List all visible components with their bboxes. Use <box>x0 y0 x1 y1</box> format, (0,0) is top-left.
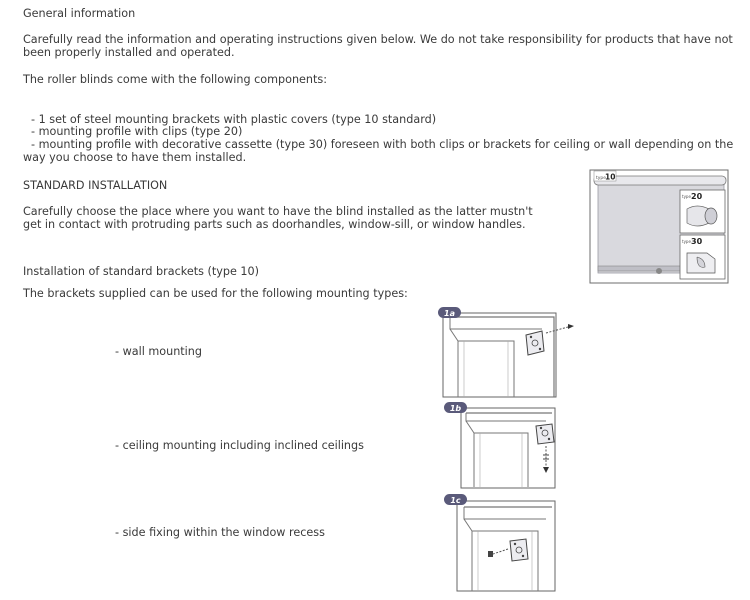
badge-1a <box>438 307 461 318</box>
svg-text:1a: 1a <box>444 309 455 318</box>
component-item-cassette: - mounting profile with decorative cassette (type 30) foreseen with both clips or brackets for ceiling or wall depending on the way you choose to have them installed. <box>23 138 734 164</box>
svg-text:20: 20 <box>691 192 703 201</box>
type-20-inset <box>680 190 725 233</box>
component-item-brackets: - 1 set of steel mounting brackets with plastic covers (type 10 standard) <box>31 113 437 126</box>
figure-wall-mounting <box>434 307 579 399</box>
type-10-label <box>594 171 616 182</box>
figure-ceiling-mounting <box>442 401 560 491</box>
type-30-inset <box>680 235 725 279</box>
brackets-heading: Installation of standard brackets (type 10) <box>23 265 259 278</box>
blind-types-illustration <box>589 169 730 285</box>
components-intro: The roller blinds come with the following components: <box>23 73 327 86</box>
svg-text:1c: 1c <box>450 496 461 505</box>
standard-installation-heading: STANDARD INSTALLATION <box>23 179 168 192</box>
mounting-type-side: - side fixing within the window recess <box>115 526 325 539</box>
intro-paragraph: Carefully read the information and operating instructions given below. We do not take responsibility for products that have not been properly installed and operated. <box>23 33 733 59</box>
standard-installation-text: Carefully choose the place where you want to have the blind installed as the latter mustn't get in contact with protruding parts such as doorhandles, window-sill, or window handles. <box>23 205 533 231</box>
svg-text:30: 30 <box>691 237 703 246</box>
page-heading: General information <box>23 7 136 20</box>
svg-text:10: 10 <box>605 172 616 182</box>
brackets-text: The brackets supplied can be used for the following mounting types: <box>23 287 408 300</box>
svg-text:1b: 1b <box>449 404 462 413</box>
figure-side-fixing <box>442 493 560 593</box>
svg-text:type: type <box>596 176 607 181</box>
svg-text:type: type <box>682 239 691 244</box>
badge-1b <box>444 402 467 413</box>
component-item-clips: - mounting profile with clips (type 20) <box>31 125 243 138</box>
badge-1c <box>444 494 467 505</box>
mounting-type-ceiling: - ceiling mounting including inclined ceilings <box>115 439 364 452</box>
mounting-type-wall: - wall mounting <box>115 345 202 358</box>
svg-text:type: type <box>682 194 691 199</box>
